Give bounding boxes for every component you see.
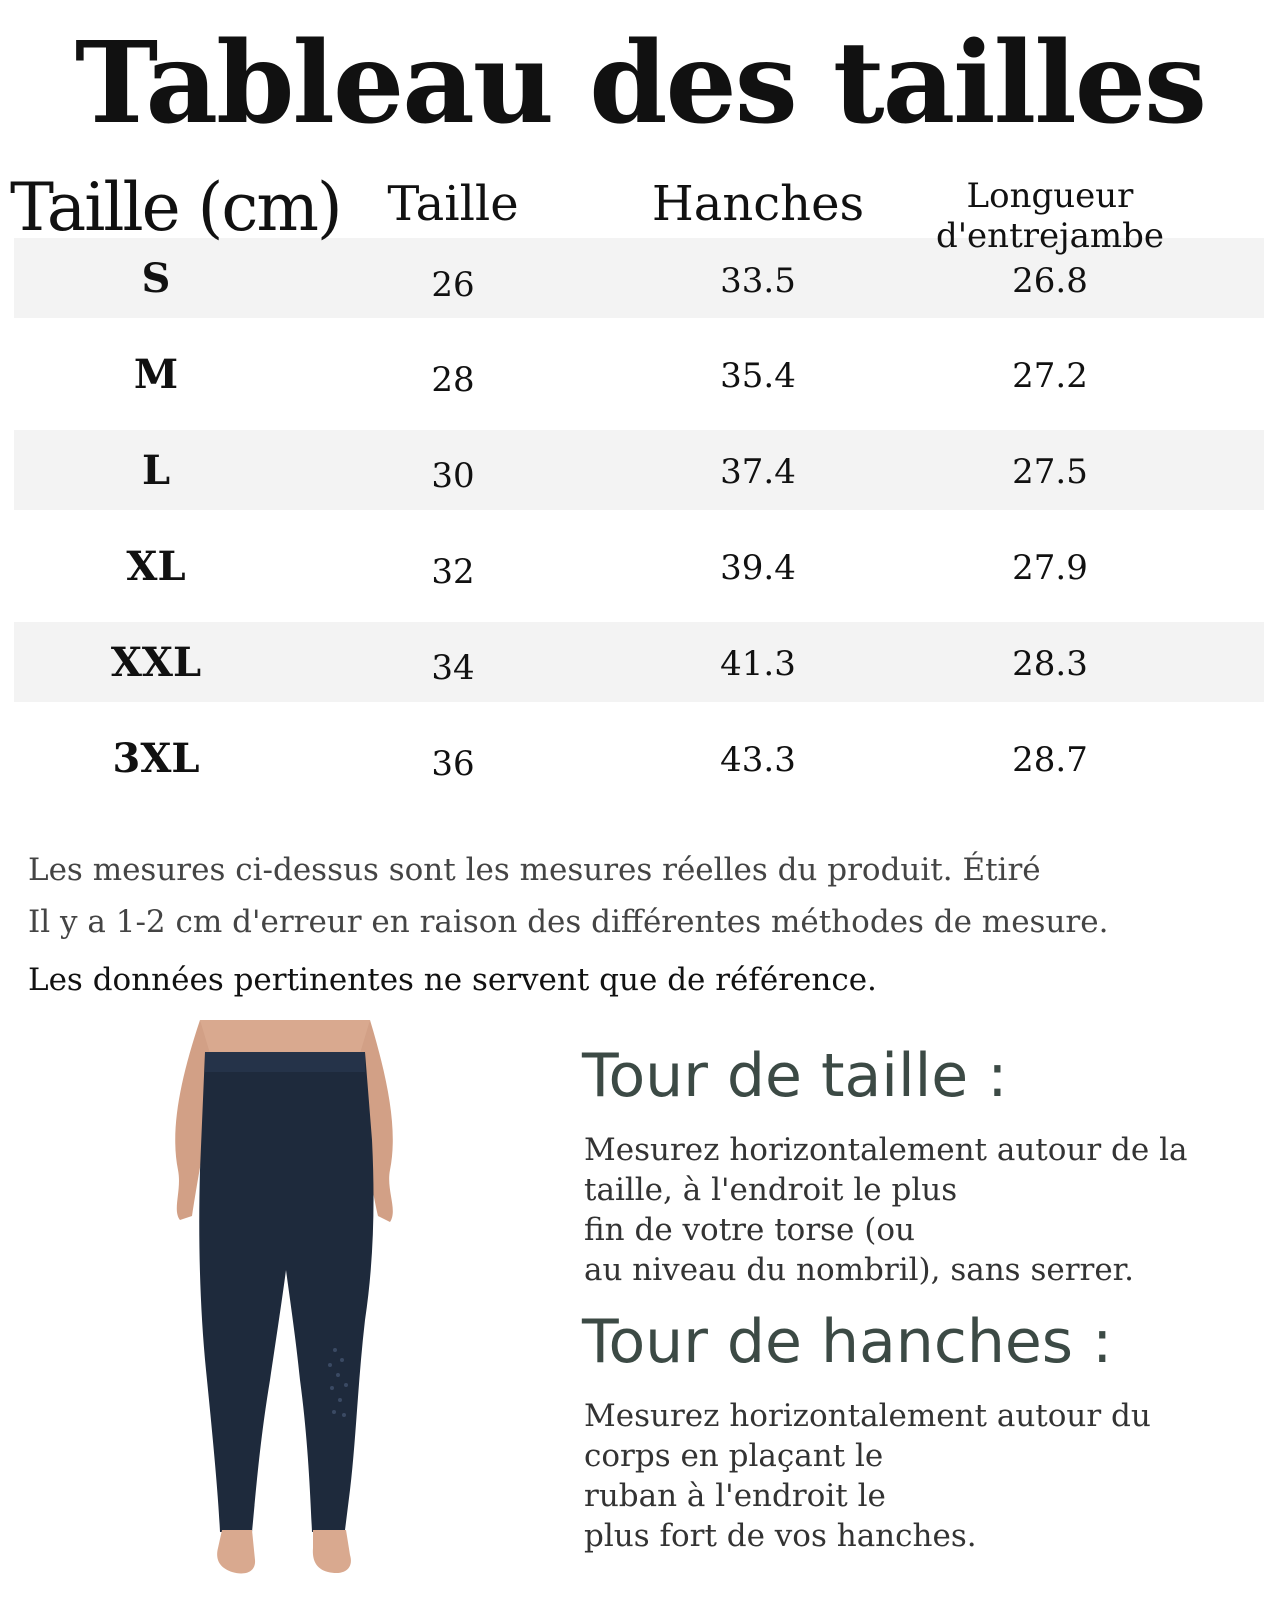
waist-value: 34	[431, 648, 475, 688]
size-label: L	[141, 447, 171, 494]
header-inseam-line1: Longueur	[966, 176, 1134, 216]
hips-value: 41.3	[720, 644, 796, 684]
waist-value: 26	[431, 265, 475, 305]
size-label: M	[133, 351, 179, 398]
hips-value: 39.4	[720, 548, 796, 588]
waist-text-line: taille, à l'endroit le plus	[584, 1172, 958, 1208]
waistband	[205, 1052, 365, 1072]
waist-value: 36	[431, 744, 475, 784]
size-label: XXL	[110, 639, 202, 686]
hips-text-line: ruban à l'endroit le	[584, 1478, 886, 1514]
inseam-value: 27.5	[1012, 452, 1088, 492]
page-title: Tableau des tailles	[74, 18, 1206, 149]
inseam-value: 26.8	[1012, 261, 1088, 301]
header-hips: Hanches	[651, 176, 865, 232]
hips-text-line: plus fort de vos hanches.	[584, 1518, 977, 1554]
size-label: 3XL	[112, 735, 200, 782]
waist-section-text	[584, 1130, 1264, 1290]
hips-text-line: Mesurez horizontalement autour du	[584, 1398, 1151, 1434]
left-foot	[217, 1530, 255, 1574]
waist-text-line: fin de votre torse (ou	[584, 1212, 915, 1248]
hips-section-text	[584, 1396, 1264, 1556]
right-foot	[313, 1530, 351, 1573]
header-inseam-line2: d'entrejambe	[935, 216, 1165, 256]
inseam-value: 27.9	[1012, 548, 1088, 588]
leggings	[199, 1052, 373, 1532]
waist-text-line: Mesurez horizontalement autour de la	[584, 1132, 1188, 1168]
inseam-value: 28.7	[1012, 740, 1088, 780]
size-label: XL	[126, 543, 186, 590]
inseam-value: 28.3	[1012, 644, 1088, 684]
header-waist: Taille	[387, 176, 519, 232]
error-note: Il y a 1-2 cm d'erreur en raison des différentes méthodes de mesure.	[28, 904, 1109, 940]
hips-value: 35.4	[720, 356, 796, 396]
hips-section-title: Tour de hanches :	[582, 1307, 1113, 1377]
hips-value: 37.4	[720, 452, 796, 492]
waist-value: 28	[431, 360, 475, 400]
hips-value: 33.5	[720, 261, 796, 301]
waist-section-title: Tour de taille :	[582, 1041, 1008, 1111]
size-label: S	[141, 255, 171, 302]
waist-value: 32	[431, 552, 475, 592]
waist-text-line: au niveau du nombril), sans serrer.	[584, 1252, 1134, 1288]
header-size-cm: Taille (cm)	[10, 169, 341, 246]
reference-note: Les données pertinentes ne servent que de référence.	[28, 962, 877, 998]
leggings-model-illustration	[160, 1020, 420, 1590]
hips-text-line: corps en plaçant le	[584, 1438, 884, 1474]
measurement-note: Les mesures ci-dessus sont les mesures réelles du produit. Étiré	[28, 852, 1041, 888]
hips-value: 43.3	[720, 740, 796, 780]
waist-value: 30	[431, 456, 475, 496]
inseam-value: 27.2	[1012, 356, 1088, 396]
